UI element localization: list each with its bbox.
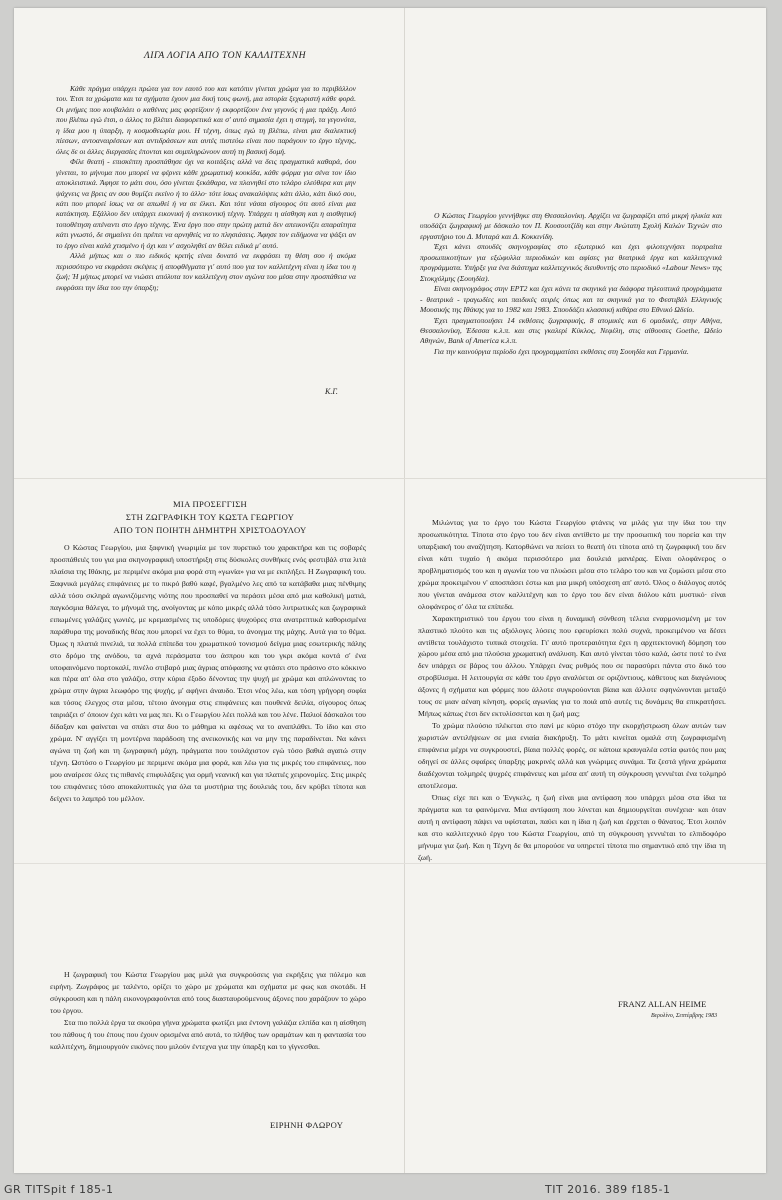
paragraph: Έχει πραγματοποιήσει 14 εκθέσεις ζωγραφικής, 8 ατομικές και 6 ομαδικές, στην Αθήνα, Θεσσαλονίκη, Έδεσσα κ.λ.π. και στις γκαλερί Κύκλος, Νεφέλη, στις αίθουσες Goethe, Ωδείο Αθηνών, Bank of America κ.λ.π. xyxy=(420,315,722,346)
paragraph: Το χρώμα πλούσιο πλέκεται στο πανί με κύριο στόχο την εκορχήστρωση όλων αυτών των χωριστών αντιλήψεων σε μια ενιαία διακήρυξη. Το μάτι κινείται ομαλά στη ζωγραφισμένη επιφάνεια μέχρι να συγκρουστεί, βίαια πολλές φορές, σε κάποια κραυγαλέα εστία φωτός που μας οδηγεί σε άλλες σφαίρες ύπαρξης μακρινές αλλά και γνώριμες συνάμα. Τα ζεστά γήινα χρώματα διαδέχονται τολμηρές ψυχρές επιφάνειες και μέσα απ' αυτή τη σύγκρουση γεννιέται ένα τολμηρό αποτέλεσμα. xyxy=(418,721,726,790)
poet-approach-title xyxy=(60,498,360,536)
artist-words-text xyxy=(56,84,356,293)
fold-line-vertical xyxy=(404,8,405,1173)
paragraph: Χαρακτηριστικό του έργου του είναι η δυναμική σύνθεση τέλεια εναρμονισμένη με τον πλαστικό πλούτο και τις αξιόλογες λύσεις που εφευρίσκει πολύ συχνά, προκειμένου να δέσει αντίθετα τουλάχιστο τυπικά στοιχεία. Γι' αυτό προτεραιότητα έχει η αρχιτεκτονική δόμηση του χώρου μέσα από μια πλούσια χρωματική ανάλυση. Και αυτό γίνεται τόσο καλά, ώστε ποτέ το ένα δεν υπάρχει σε βάρος του άλλου. Υπάρχει ένας ρυθμός που σε παρασύρει πάντα στο δικό του στροβίλισμα. Η λειτουργία σε κάθε του έργο αναλύεται σε οριζόντιους, κάθετους και διαγώνιους άξονες ή σχήματα και φόρμες που άλλοτε συγκρούονται βίαια και άλλοτε σφηνώνονται μεταξύ τους σε μιαν αέναη κίνηση, φορείς αγωνίας για το ποιά από αυτές τις δυνάμεις θα επικρατήσει. Μήπως κάπως έτσι δεν εκτυλίσσεται και η ζωή μας; xyxy=(418,613,726,719)
artist-words-title: ΛΙΓΑ ΛΟΓΙΑ ΑΠΟ ΤΟΝ ΚΑΛΛΙΤΕΧΝΗ xyxy=(144,50,306,61)
heime-signature: FRANZ ALLAN HEIME xyxy=(618,999,707,1009)
heime-date: Βερολίνο, Σεπτέμβρης 1983 xyxy=(651,1013,718,1019)
paragraph: Ο Κώστας Γεωργίου, μια ξαφνική γνωριμία με τον πυρετικό του χαρακτήρα και τις σοβαρές προσπάθειές του για μια σκηνογραφική υποστήριξη στις δύσκολες συνθήκες ενός φεστιβάλ στα λιτά πλαίσια της Ιθάκης, με περιμένε ακόμα μια φορά στη «γωνία» για να με εκπλήξει. Η Ζωγραφική του. Ξαφνικά μεγάλες επιφάνειες με το πικρό βαθύ καφέ, βγαλμένο λες από τα κατάβαθα μιας πένθιμης αλλά τόσο σκληρά αγωνιζόμενης νιότης που προσπαθεί να περάσει μέσα από μια καθολική ματιά, παγκόσμια θάλεγα, το μήνυμά της, ανοίγοντας με κόπο μικρές αλλά τόσο λυτρωτικές και ζωγραφικά ειπωμένες γαλάζιες γωνιές, με κρεμασμένες τις υποδόριες ψυχούρες στα ανατρεπτικά καθορισμένα παράθυρα της μοναδικής θέας που μπορεί να έχει το θύμα, το άνοιγμα της μάχης. Αυτά για το θέμα. Όμως η πλατιά πινελιά, τα πολλά επίπεδα του χρωματικού τονισμού δείγμα μιας εσωτερικής πάλης στο δρόμο της ανόδου, τα αχνά περάσματα του άσπρου και του γκρι ακόμα κοντά σ' ένα υποφαινόμενο πορτοκαλί, πινέλο στιβαρό μιας άγριας απόφασης να φτάσει στο πράσινο στο κόκκινο και πέρα απ' όλα στο γαλάζιο, στην κύρια έξοδο δένοντας την ψυχή με χρώμα και απλώνοντας το χρώμα στην άγρια λεωφόρο της ψυχής, μ' αφήνει άναυδο. Έτσι νέος λέω, και τόση γρήγορη σοφία και τόσος έλεγχος στα μέσα, τέτοιο άνοιγμα στις επιφάνειες και πουθενά δειλία, σίγουρος όπως ταιριάζει σ' όποιον έχει κάτι να μας πει. Κι ο Γεωργίου λέει πολλά και του λένε. Παλιοί δάσκαλοι του δίδαξαν και φαίνεται να σπάει στα δυο το μάθημα κι αφέσως να το αναπλάθει. Το ίδιο και στο χρώμα. Ν' αγγίζει τη μοντέρνα παράδοση της ανεικονικής και να μην της παραδίνεται. Να κάνει αγώνα τη ζωή και τη ζωγραφική μάχη, πράγματα που τουλάχιστον εγώ τόσο βαθιά αγαπώ στην τέχνη. Ωστόσο ο Γεωργίου με περιμενε ακόμα μια φορά, και λέω για τις μικρές του επιφάνειες, που μου αναίρεσε όλες τις πιθανές επιφυλάξεις για ορμή νεανική και για πλατιές χειρονομίες. Στις μικρές του επιφάνειες τόσο αποκαλυπτικές για όλα τα μυστήρια της δουλειάς του, δεν κρύβει τίποτα και δείχνει το λαμπρό του μέλλον. xyxy=(50,543,366,804)
artist-initials-signature: Κ.Γ. xyxy=(325,387,338,396)
title-line: ΑΠΟ ΤΟΝ ΠΟΙΗΤΗ ΔΗΜΗΤΡΗ ΧΡΙΣΤΟΔΟΥΛΟΥ xyxy=(113,524,307,535)
paragraph: Φίλε θεατή - επισκέπτη προσπάθησε όχι να κοιτάξεις αλλά να δεις πραγματικά καθαρά, όου γίνεται, το μήνυμα που μπορεί να φέρνει κάθε χρωματική κουκίδα, κάθε φόρμα για σένα τον ίδιο αποκλειστικά. Άφησε το μάτι σου, όσο γίνεται ξεκάθαρα, να πλανηθεί στο τελάρο ελεύθερα και μην ψάχνεις να βρεις αν σου θυμίζει εκείνο ή το άλλο· τότε ίσως ανακαλύψεις κάτι άλλο, κάτι δικό σου, κάτι που μπορεί ίσως να σε απωθεί ή να σε έλκει. Και τότε νάσαι σίγουρος ότι αυτό είναι μια κατάκτηση. Εξάλλου δεν υπάρχει εικονική ή ανεικονική τέχνη. Υπάρχει η αίσθηση και η αισθητική τοποθέτηση απέναντι στο έργο τέχνης. Ένα έργο που στην πρώτη ματιά δεν απεικονίζει απαραίτητα κάτι γνωστό, δε σημαίνει ότι πρέπει να αρνηθείς να το πλησιάσεις. Άφησε τον ειδήμονα να ψάξει αν το έργο είναι καλά χτισμένο ή όχι και ν' ασχοληθεί αν θέλει ειδικά μ' αυτό. xyxy=(56,157,356,250)
florou-text xyxy=(50,969,366,1053)
paragraph: Αλλά μήπως και ο πιο ειδικός κριτής είναι δυνατό να εκφράσει τη θέση σου ή ακόμα περισσότερο να εκφράσει σκέψεις ή αποφθέγματα γι' αυτό που για τον καλλιτέχνη είναι η ίδια του η ζωή; Ή μήπως μπορεί να νιώσει απόλυτα τον καλλιτέχνη στον αγώνα του μέσα στην προσπάθεια να εκφράσει την ίδια του την ύπαρξη; xyxy=(56,251,356,292)
paragraph: Κάθε πράγμα υπάρχει πρώτα για τον εαυτό του και κατόπιν γίνεται χρώμα για το περιβάλλον του. Έτσι τα χρώματα και τα σχήματα έχουν μια δική τους φωνή, μια ιστορία ξεχωριστή κάθε φορά. Οι μνήμες που κουβαλάει ο καθένας μας φορτίζουν ή εκφορτίζουν ένα γεγονός ή μια πράξη. Αυτό που βλέπω εγώ έτσι, ο άλλος το βλέπει διαφορετικά και σ' αυτό σημασία έχει η στιγμή, τα γεγονότα, η ίδια μου η ύπαρξη, η κοσμοθεωρία μου. Η τέχνη, όπως εγώ τη βλέπω, είναι μια διαλεκτική πίεσων, αντοαναιρέσεων και αντιδράσεων και αυτές πιστεύω είναι που παράγουν το έργο τέχνης, όλες δε οι άλλες διεργασίες έπονται και συμπληρώνουν αυτή τη βασική δομή. xyxy=(56,84,356,156)
archive-handwritten-label-left: GR TITSpit f 185-1 xyxy=(4,1183,114,1196)
florou-signature: ΕΙΡΗΝΗ ΦΛΩΡΟΥ xyxy=(270,1120,344,1130)
paragraph: Έχει κάνει σπουδές σκηνογραφίας στο εξωτερικό και έχει φιλοτεχνήσει πορτραίτα προσωπικοτήτων για εξώφυλλα περιοδικών και αφίσες για θεατρικά έργα και καλλιτεχνικά προγράμματα. Υπήρξε για ένα διάστημα καλλιτεχνικός διευθυντής στο περιοδικό «Labour News» της Στοκχόλμης (Σουηδία). xyxy=(420,242,722,283)
archive-handwritten-label-right: TIT 2016. 389 f185-1 xyxy=(545,1183,671,1196)
heime-text xyxy=(418,517,726,864)
paragraph: Είναι σκηνογράφος στην ΕΡΤ2 και έχει κάνει τα σκηνικά για διάφορα τηλεοπτικά προγράμματα - θεατρικά - τραγωδίες και παιδικές σειρές όπως και τα σκηνικά για το Φεστιβάλ Ελληνικής Μουσικής της Ιθάκης για το 1982 και 1983. Σπουδάζει κλασσική κιθάρα στο Εθνικό Ωδείο. xyxy=(420,284,722,315)
paragraph: Στα πιο πολλά έργα τα σκούρα γήινα χρώματα φωτίζει μια έντονη γαλάζια ελπίδα και η αίσθηση του πάθους ή του έπους που έχουν ορισμένα από αυτά, το πλήθος των οραμάτων και η φαντασία του καλλιτέχνη, δημιουργούν εικόνες που μιλούν έντεχνα για την ύπαρξη και το γίγνεσθαι. xyxy=(50,1017,366,1051)
paragraph: Για την καινούργια περίοδο έχει προγραμματίσει εκθέσεις στη Σουηδία και Γερμανία. xyxy=(434,346,689,356)
poet-approach-text xyxy=(50,542,366,805)
fold-line-horizontal xyxy=(14,478,766,479)
title-line: ΣΤΗ ΖΩΓΡΑΦΙΚΗ ΤΟΥ ΚΩΣΤΑ ΓΕΩΡΓΙΟΥ xyxy=(125,511,295,522)
paragraph: Μιλώντας για το έργο του Κώστα Γεωργίου φτάνεις να μιλάς για την ίδια του την προσωπικότητα. Τίποτα στο έργο του δεν είναι αντίθετο με την προσωπική του πορεία και την υπαρξιακή του αναζήτηση. Κατορθώνει να πείσει το θεατή ότι τίποτα από τη ζωγραφική του δεν είναι κάτι τυχαίο ή ακόμα περισσότερο μια δουλειά μανιέρας. Είναι ολοφάνερος ο προβληματισμός του και η αγωνία του να πλυώσει μέσα στο τελάρο του και να ζυμώσει μέσα στο χρώμα προκειμένου ν' αποσπάσει έστω και μια μικρή υπόσχεση απ' αυτό. Όλος ο διάλογος αυτός που γίνεται ανάμεσα στον καλλιτέχνη και το έργο του δεν είναι διόλου κάτι μυστικό· είναι ολοφάνερος σ' όλα τα επίπεδα. xyxy=(418,518,726,611)
paragraph: Ο Κώστας Γεωργίου γεννήθηκε στη Θεσσαλονίκη. Αρχίζει να ζωγραφίζει από μικρή ηλικία και υποδάζει ζωγραφική με δάσκαλο τον Π. Κουσουτζίδη και στην Ανώτατη Σχολή Καλών Τεχνών στο εργαστήριο του Δ. Μυταρά και Δ. Κοκκινίδη. xyxy=(420,211,722,241)
artist-biography-text xyxy=(420,211,722,357)
paragraph: Όπως είχε πει και ο Ένγκελς, η ζωή είναι μια αντίφαση που υπάρχει μέσα στα ίδια τα πράγματα και τα φαινόμενα. Μια αντίφαση που λύνεται και δημιουργείται συνέχεια· και όταν αυτή η αντίφαση πάψει να υφίσταται, παύει και η ίδια η ζωή και έρχεται ο θάνατος. Έτσι λοιπόν και στο καλλιτεχνικό έργο του Κώστα Γεωργίου, από τη σύγκρουση γεννιέται το ελπιδοφόρο μήνυμα για ζωή. Και η Τέχνη δε θα μπορούσε να υπηρετεί τίποτα πιο σημαντικό από την ίδια τη ζωή. xyxy=(418,792,726,862)
paragraph: Η ζωγραφική του Κώστα Γεωργίου μας μιλά για συγκρούσεις για εκρήξεις για πόλεμο και ειρήνη. Ζωγράφος με ταλέντο, ορίζει το χώρο με χρώματα και σχήματα με φως και σκοτάδι. Η σύγκρουση και η πάλη εικονογραφούνται από τους διασταυρούμενους άξονες που χαράζουν το χώρο του έργου. xyxy=(50,970,366,1015)
title-line: ΜΙΑ ΠΡΟΣΕΓΓΙΣΗ xyxy=(172,499,248,509)
